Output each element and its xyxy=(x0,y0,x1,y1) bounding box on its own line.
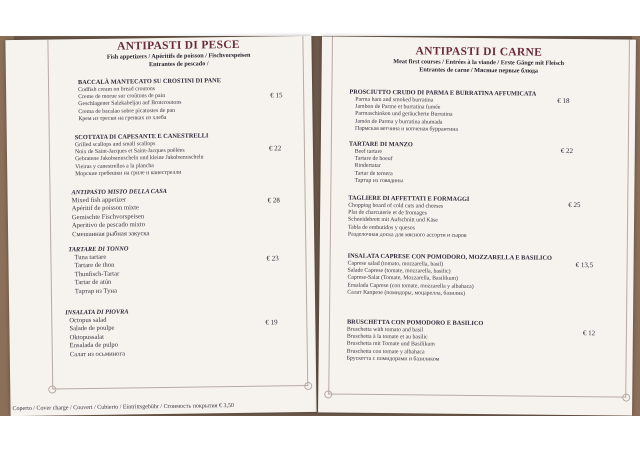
item-price: € 15 xyxy=(270,91,283,100)
item-translation: Caprese-Salat (Tomate, Mozzarella, Basilikum) xyxy=(347,275,458,283)
item-translation: Apéritif de poisson mixte xyxy=(71,204,140,213)
item-name: ANTIPASTO MISTO DELLA CASA xyxy=(71,187,167,197)
item-price: € 22 xyxy=(268,144,282,153)
item-translation: Bruschetta mit Tomate und Basilikum xyxy=(346,341,435,348)
item-translation: Beef tartare xyxy=(354,148,383,156)
item-translation: Parmaschinken und geräucherte Burratina xyxy=(355,111,453,119)
item-translation: Tartar de ternera xyxy=(354,170,393,177)
item-price: € 23 xyxy=(266,254,279,263)
item-translation: Bruschetta with tomato and basil xyxy=(346,326,424,334)
item-translation: Aperitivo de pescado mixto xyxy=(71,221,146,230)
item-translation: Mixed fish appetizer xyxy=(71,196,127,205)
item-translation: Plat de charcuterie et de fromages xyxy=(348,209,427,217)
item-name: BACCALÀ MANTECATO SU CROSTINI DI PANE xyxy=(77,77,221,87)
border-ornament xyxy=(622,394,630,402)
item-translation: Gemischte Fischvorspeisen xyxy=(71,213,145,222)
page-title: ANTIPASTI DI PESCE xyxy=(117,38,240,53)
top-margin xyxy=(0,0,640,36)
item-translation: Vieiras y canestrellos a la plancha xyxy=(75,162,154,170)
item-name: TARTARE DI TONNO xyxy=(68,245,129,254)
page-subtitle: Entrantes de pescado / xyxy=(148,60,209,69)
cover-charge-note: Coperto / Cover charge / Couvert / Cubierto / Eintrittsgebühr / Стоимость покрытия € 3,50 xyxy=(12,402,234,413)
menu-item xyxy=(65,308,129,359)
menu-item xyxy=(348,195,470,240)
bottom-margin xyxy=(0,416,640,452)
item-translation: Разделочная доска для мясного ассорти и сыров xyxy=(347,231,467,239)
item-name: INSALATA CAPRESE CON POMODORO, MOZZARELLA E BASILICO xyxy=(347,252,552,262)
item-translation: Caprese salad (tomato, mozzarella, basil) xyxy=(347,260,444,268)
item-translation: Ensalada de pulpo xyxy=(69,341,119,350)
item-translation: Tartare de thon xyxy=(74,262,115,270)
item-translation: Gebratene Jakobsmuscheln und kleine Jakobsmuscheln xyxy=(75,154,204,163)
item-translation: Grilled scallops and small scallops xyxy=(74,141,156,149)
menu-item xyxy=(75,132,209,178)
item-name: INSALATA DI PIOVRA xyxy=(65,308,129,317)
menu-item xyxy=(347,253,552,299)
page-subtitle: Fish appetizers / Apéritifs de poisson / Fischvorspeisen xyxy=(106,51,251,61)
item-translation: Tuna tartare xyxy=(74,253,107,262)
item-translation: Тартар из говядины xyxy=(354,177,404,185)
item-translation: Крем из трески на гренках из хлеба xyxy=(78,114,167,122)
item-price: € 18 xyxy=(557,96,570,105)
item-translation: Tabla de embutidos y quesos xyxy=(347,224,415,231)
item-price: € 22 xyxy=(560,146,574,156)
border-ornament xyxy=(324,390,332,398)
item-price: € 28 xyxy=(267,196,280,205)
item-translation: Oktopussalat xyxy=(69,333,105,342)
item-translation: Tartar de atún xyxy=(74,278,112,287)
item-name: BRUSCHETTA CON POMODORO E BASILICO xyxy=(346,318,484,328)
page-subtitle: Entrantes de carne / Мясные первые блюда xyxy=(419,66,539,75)
item-translation: Jamón de Parma y burratina ahumada xyxy=(355,118,443,126)
item-translation: Брускетта с помидорами и базиликом xyxy=(346,355,440,363)
border-ornament xyxy=(304,382,312,390)
menu-page-meat xyxy=(318,36,636,415)
item-translation: Octopus salad xyxy=(69,316,107,325)
item-translation: Салат из осьминога xyxy=(69,350,126,358)
item-translation: Noix de Saint-Jacques et Saint-Jacques poêlées xyxy=(74,147,185,156)
item-translation: Rindertatar xyxy=(354,163,381,170)
item-translation: Geschlagener Salzkabeljau auf Brotcroutons xyxy=(78,100,182,108)
menu-item xyxy=(348,141,412,186)
item-price: € 25 xyxy=(568,200,581,210)
item-translation: Creme de morue sur croûtons de pain xyxy=(78,93,166,101)
item-translation: Bruschetta con tomate y albahaca xyxy=(346,348,425,356)
item-translation: Ensalada Caprese (con tomate, mozzarella y albahaca) xyxy=(347,282,474,290)
item-name: TARTARE DI MANZO xyxy=(348,140,413,149)
item-translation: Thunfisch-Tartar xyxy=(74,270,120,279)
menu-item xyxy=(78,77,222,123)
item-translation: Schneidebrett mit Aufschnitt und Käse xyxy=(348,217,438,224)
item-name: SCOTTATA DI CAPESANTE E CANESTRELLI xyxy=(74,132,209,142)
item-translation: Тартар из Туна xyxy=(74,287,118,295)
item-translation: Salade de poulpe xyxy=(69,325,115,333)
page-title: ANTIPASTI DI CARNE xyxy=(415,45,543,59)
menu-item xyxy=(71,188,167,239)
menu-item xyxy=(349,89,536,135)
menu-page-fish xyxy=(5,36,316,416)
item-translation: Tartare de boeuf xyxy=(354,155,393,163)
item-translation: Jambon de Parme et burratina fumée xyxy=(355,103,441,111)
item-translation: Salade Caprese (tomate, mozzarella, basilic) xyxy=(347,267,451,275)
item-translation: Parma ham and smoked burratina xyxy=(355,96,434,104)
item-name: TAGLIERE DI AFFETTATI E FORMAGGI xyxy=(348,194,470,203)
menu-item xyxy=(347,319,484,364)
item-translation: Салат Капрезе (помидоры, моцарелла, базилик) xyxy=(347,289,466,297)
item-price: € 19 xyxy=(265,318,278,327)
item-translation: Морские гребешки на гриле и канестрелли xyxy=(75,169,182,178)
menu-item xyxy=(68,245,129,296)
item-name: PROSCIUTTO CRUDO DI PARMA E BURRATINA AFFUMICATA xyxy=(349,88,537,98)
item-translation: Bruschetta à la tomate et au basilic xyxy=(346,333,428,341)
page-subtitle: Meat first courses / Entrées à la viande / Erste Gänge mit Fleisch xyxy=(393,58,565,67)
item-price: € 12 xyxy=(582,329,596,338)
item-translation: Codfish cream on bread croutons xyxy=(78,86,156,94)
item-translation: Смешанная рыбная закуска xyxy=(72,229,150,238)
item-translation: Chopping board of cold cuts and cheeses xyxy=(348,202,444,210)
item-price: € 13,5 xyxy=(575,261,594,270)
border-ornament xyxy=(48,385,56,393)
item-translation: Crema de bacalao sobre picatostes de pan xyxy=(78,107,176,115)
item-translation: Пармская ветчина и копченая буррантина xyxy=(354,125,458,133)
